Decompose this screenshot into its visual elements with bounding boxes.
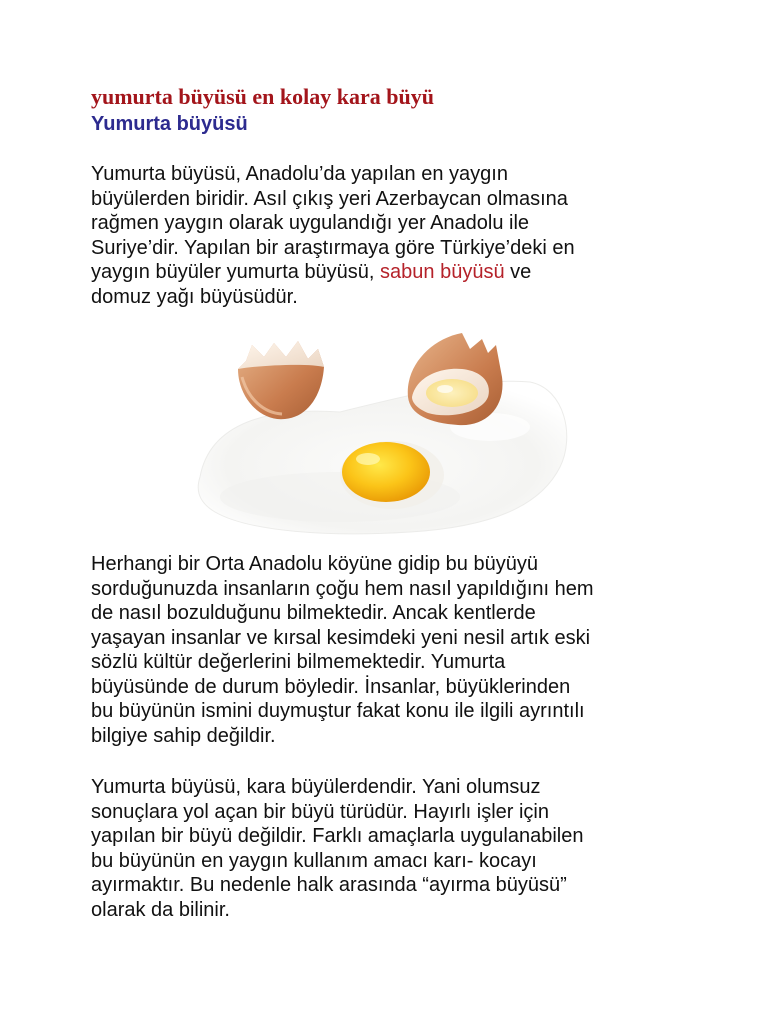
paragraph-line: yaşayan insanlar ve kırsal kesimdeki yeni nesil artık eski [91,626,591,649]
paragraph-line: yapılan bir büyü değildir. Farklı amaçlarla uygulanabilen [91,825,584,847]
left-shell [238,341,324,419]
page-title: yumurta büyüsü en kolay kara büyü [91,84,434,109]
paragraph-line: büyüsünde de durum böyledir. İnsanlar, büyüklerinden [91,675,571,698]
paragraph-line: Yumurta büyüsü, kara büyülerdendir. Yani olumsuz [91,776,541,798]
paragraph-line: de nasıl bozulduğunu bilmektedir. Ancak kentlerde [91,602,536,624]
paragraph-line: ayırmaktır. Bu nedenle halk arasında “ayırma büyüsü” [91,874,567,896]
egg-yolk [340,441,444,509]
paragraph-line: büyülerden biridir. Asıl çıkış yeri Azerbaycan olmasına [91,187,568,210]
paragraph-village [91,552,691,748]
paragraph-line: bu büyünün ismini duymuştur fakat konu ile ilgili ayrıntılı [91,700,585,722]
sabun-buyusu-link[interactable]: sabun büyüsü [380,261,505,283]
cracked-egg-image [190,327,576,539]
paragraph-line: Yumurta büyüsü, Anadolu’da yapılan en yaygın [91,163,508,185]
paragraph-line: Suriye’dir. Yapılan bir araştırmaya göre Türkiye’deki en [91,236,575,259]
paragraph-line: olarak da bilinir. [91,898,230,921]
paragraph-line: bu büyünün en yaygın kullanım amacı karı- kocayı [91,849,537,872]
paragraph-text: yaygın büyüler yumurta büyüsü, [91,261,381,283]
paragraph-intro [91,162,691,309]
paragraph-line: sonuçlara yol açan bir büyü türüdür. Hayırlı işler için [91,800,549,823]
paragraph-line: sözlü kültür değerlerini bilmemektedir. Yumurta [91,651,506,673]
right-shell [408,333,503,425]
paragraph-line [91,260,691,285]
page-subtitle: Yumurta büyüsü [91,113,248,135]
paragraph-line: Herhangi bir Orta Anadolu köyüne gidip bu büyüyü [91,553,538,575]
cracked-egg-photo-icon [190,327,576,539]
paragraph-text: ve [504,261,532,283]
paragraph-black-magic [91,775,691,922]
paragraph-line: sorduğunuzda insanların çoğu hem nasıl yapıldığını hem [91,577,594,600]
paragraph-line: bilgiye sahip değildir. [91,724,276,747]
paragraph-line: rağmen yaygın olarak uygulandığı yer Anadolu ile [91,212,530,234]
paragraph-line: domuz yağı büyüsüdür. [91,285,298,308]
